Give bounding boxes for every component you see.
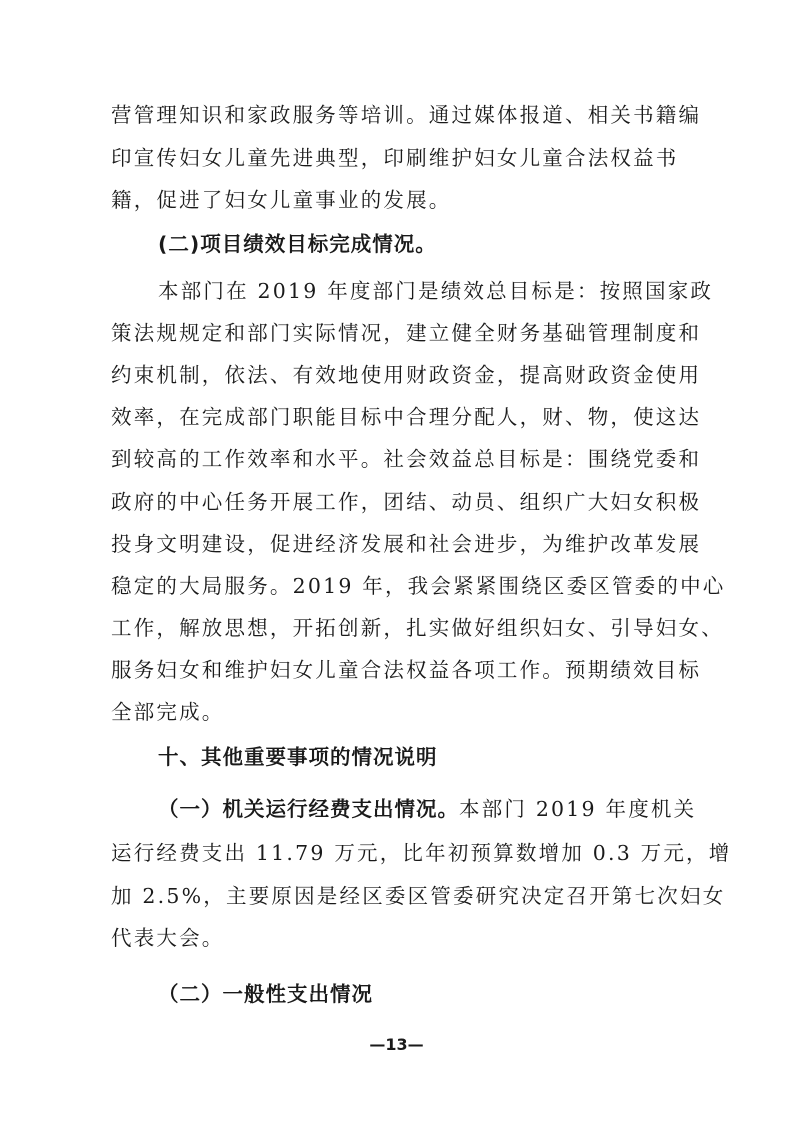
- paragraph-line: 约束机制，依法、有效地使用财政资金，提高财政资金使用: [111, 363, 702, 387]
- paragraph-line: 策法规规定和部门实际情况，建立健全财务基础管理制度和: [111, 321, 702, 345]
- paragraph-line: 工作，解放思想，开拓创新，扎实做好组织妇女、引导妇女、: [111, 616, 724, 640]
- paragraph-text: 本部门 2019 年度机关: [459, 797, 697, 821]
- page-number: —13—: [369, 1035, 424, 1054]
- paragraph-line: [158, 794, 738, 824]
- chapter-heading: 十、其他重要事项的情况说明: [158, 745, 438, 769]
- paragraph-line: 营管理知识和家政服务等培训。通过媒体报道、相关书籍编: [111, 103, 702, 127]
- paragraph-line: 到较高的工作效率和水平。社会效益总目标是：围绕党委和: [111, 447, 702, 471]
- paragraph-line: 运行经费支出 11.79 万元，比年初预算数增加 0.3 万元，增: [111, 841, 732, 865]
- paragraph-line: 印宣传妇女儿童先进典型，印刷维护妇女儿童合法权益书: [111, 146, 679, 170]
- paragraph-line: 全部完成。: [111, 700, 225, 724]
- paragraph-line: 加 2.5%，主要原因是经区委区管委研究决定召开第七次妇女: [111, 884, 726, 908]
- paragraph-line: 籍，促进了妇女儿童事业的发展。: [111, 188, 452, 212]
- paragraph-line: 效率，在完成部门职能目标中合理分配人，财、物，使这达: [111, 405, 702, 429]
- section-heading: (二)项目绩效目标完成情况。: [158, 232, 437, 256]
- paragraph-line: 投身文明建设，促进经济发展和社会进步，为维护改革发展: [111, 532, 702, 556]
- paragraph-line: 政府的中心任务开展工作，团结、动员、组织广大妇女积极: [111, 490, 702, 514]
- paragraph-line: 稳定的大局服务。2019 年，我会紧紧围绕区委区管委的中心: [111, 574, 726, 598]
- paragraph-line: 服务妇女和维护妇女儿童合法权益各项工作。预期绩效目标: [111, 658, 702, 682]
- paragraph-line: 本部门在 2019 年度部门是绩效总目标是：按照国家政: [158, 279, 714, 303]
- paragraph-line: 代表大会。: [111, 926, 225, 950]
- subsection-heading: （二）一般性支出情况: [158, 982, 373, 1006]
- subsection-lead: （一）机关运行经费支出情况。: [158, 797, 459, 821]
